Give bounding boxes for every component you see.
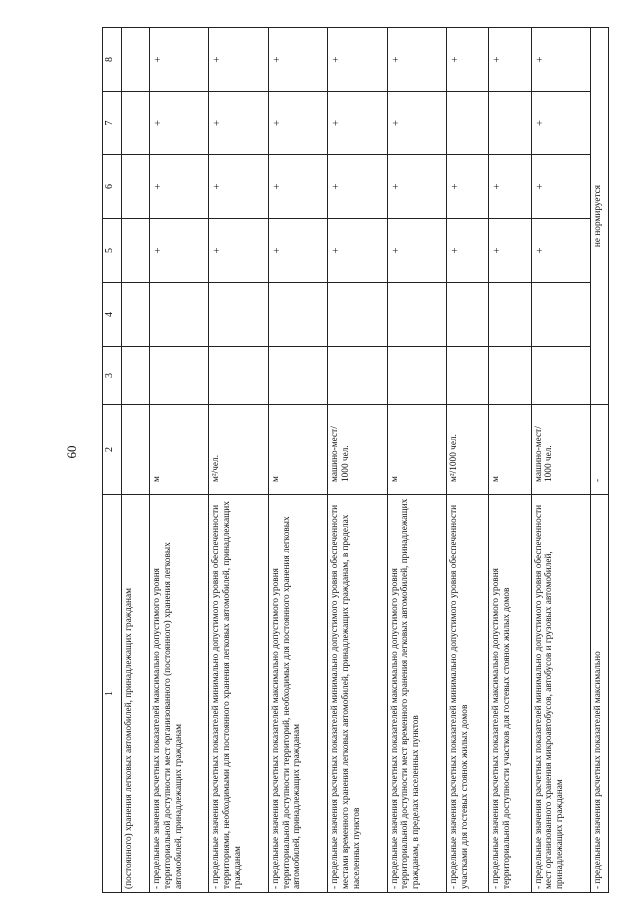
mark-cell: + — [531, 92, 590, 155]
mark-cell — [122, 283, 150, 347]
mark-cell: + — [150, 219, 209, 283]
mark-cell — [209, 347, 268, 405]
mark-cell: + — [150, 28, 209, 92]
indicator-cell: - предельные значения расчетных показателей минимально допустимого уровня обеспеченности территориями, необходимыми для постоянного хранения легковых автомобилей, принадлежащих гражданам — [209, 495, 268, 893]
mark-cell: + — [447, 28, 489, 92]
table-row — [387, 28, 446, 893]
indicator-cell: - предельные значения расчетных показателей максимально — [591, 495, 609, 893]
indicator-cell: - предельные значения расчетных показателей максимально допустимого уровня территориальной доступности территорий, необходимых для постоянного хранения легковых автомобилей, принадлежащих гражданам — [268, 495, 327, 893]
mark-cell: + — [531, 155, 590, 219]
unit-cell: м — [489, 405, 531, 495]
mark-cell: + — [328, 92, 387, 155]
mark-cell: + — [268, 219, 327, 283]
table-row — [209, 28, 268, 893]
indicator-cell: - предельные значения расчетных показателей максимально допустимого уровня территориальной доступности мест временного хранения легковых автомобилей, принадлежащих гражданам, в пределах населенных пунктов — [387, 495, 446, 893]
indicator-cell: - предельные значения расчетных показателей максимально допустимого уровня территориальной доступности мест организованного (постоянного) хранения легковых автомобилей, принадлежащих гражданам — [150, 495, 209, 893]
table-row — [122, 28, 150, 893]
mark-cell: + — [531, 219, 590, 283]
page-number: 60 — [64, 445, 79, 459]
mark-cell: + — [268, 92, 327, 155]
mark-cell — [122, 92, 150, 155]
mark-cell — [447, 92, 489, 155]
unit-cell: м²/1000 чел. — [447, 405, 489, 495]
table-row — [447, 28, 489, 893]
unit-cell: м²/чел. — [209, 405, 268, 495]
header-row — [103, 28, 122, 893]
mark-cell — [209, 283, 268, 347]
not-normalized-cell: не нормируется — [591, 28, 609, 405]
indicator-cell: - предельные значения расчетных показателей минимально допустимого уровня обеспеченности мест организованного хранения микроавтобусов, автобусов и грузовых автомобилей, принадлежащих гражданам — [531, 495, 590, 893]
mark-cell: + — [209, 219, 268, 283]
column-header: 8 — [103, 28, 122, 92]
mark-cell: + — [387, 28, 446, 92]
unit-cell: м — [268, 405, 327, 495]
mark-cell: + — [328, 155, 387, 219]
column-header: 5 — [103, 219, 122, 283]
mark-cell: + — [328, 219, 387, 283]
column-header: 6 — [103, 155, 122, 219]
mark-cell: + — [150, 92, 209, 155]
unit-cell: машино-мест/ 1000 чел. — [531, 405, 590, 495]
table-row — [531, 28, 590, 893]
mark-cell — [150, 283, 209, 347]
column-header: 2 — [103, 405, 122, 495]
unit-cell — [122, 405, 150, 495]
column-header: 4 — [103, 283, 122, 347]
mark-cell — [387, 347, 446, 405]
norms-table — [102, 27, 609, 893]
mark-cell: + — [489, 155, 531, 219]
indicator-cell: - предельные значения расчетных показателей максимально допустимого уровня территориальной доступности участков для гостевых стоянок жилых домов — [489, 495, 531, 893]
unit-cell: машино-мест/ 1000 чел. — [328, 405, 387, 495]
unit-cell: - — [591, 405, 609, 495]
mark-cell — [387, 283, 446, 347]
mark-cell — [150, 347, 209, 405]
mark-cell: + — [268, 28, 327, 92]
mark-cell: + — [489, 28, 531, 92]
table-row — [150, 28, 209, 893]
mark-cell: + — [387, 155, 446, 219]
mark-cell: + — [209, 92, 268, 155]
mark-cell: + — [150, 155, 209, 219]
column-header: 7 — [103, 92, 122, 155]
mark-cell: + — [268, 155, 327, 219]
mark-cell — [489, 92, 531, 155]
mark-cell — [489, 347, 531, 405]
indicator-cell: - предельные значения расчетных показателей минимально допустимого уровня обеспеченности участками для гостевых стоянок жилых домов — [447, 495, 489, 893]
table-row — [328, 28, 387, 893]
indicator-cell: - предельные значения расчетных показателей минимально допустимого уровня обеспеченности местами временного хранения легковых автомобилей, принадлежащих гражданам, в пределах населенных пунктов — [328, 495, 387, 893]
rotated-table-container — [102, 28, 609, 893]
mark-cell — [328, 347, 387, 405]
mark-cell — [122, 155, 150, 219]
column-header: 1 — [103, 495, 122, 893]
column-header: 3 — [103, 347, 122, 405]
indicator-cell: (постоянного) хранения легковых автомобилей, принадлежащих гражданам — [122, 495, 150, 893]
unit-cell: м — [387, 405, 446, 495]
mark-cell — [122, 219, 150, 283]
unit-cell: м — [150, 405, 209, 495]
mark-cell: + — [328, 28, 387, 92]
mark-cell: + — [209, 155, 268, 219]
table-body — [103, 28, 609, 893]
mark-cell: + — [447, 155, 489, 219]
mark-cell: + — [387, 219, 446, 283]
table-row — [489, 28, 531, 893]
mark-cell — [489, 283, 531, 347]
mark-cell: + — [387, 92, 446, 155]
mark-cell: + — [531, 28, 590, 92]
mark-cell: + — [447, 219, 489, 283]
mark-cell: + — [209, 28, 268, 92]
mark-cell — [268, 283, 327, 347]
mark-cell — [447, 347, 489, 405]
mark-cell — [122, 347, 150, 405]
mark-cell — [531, 347, 590, 405]
mark-cell — [447, 283, 489, 347]
mark-cell — [268, 347, 327, 405]
mark-cell — [122, 28, 150, 92]
table-row — [268, 28, 327, 893]
table-row — [591, 28, 609, 893]
mark-cell: + — [489, 219, 531, 283]
mark-cell — [531, 283, 590, 347]
mark-cell — [328, 283, 387, 347]
